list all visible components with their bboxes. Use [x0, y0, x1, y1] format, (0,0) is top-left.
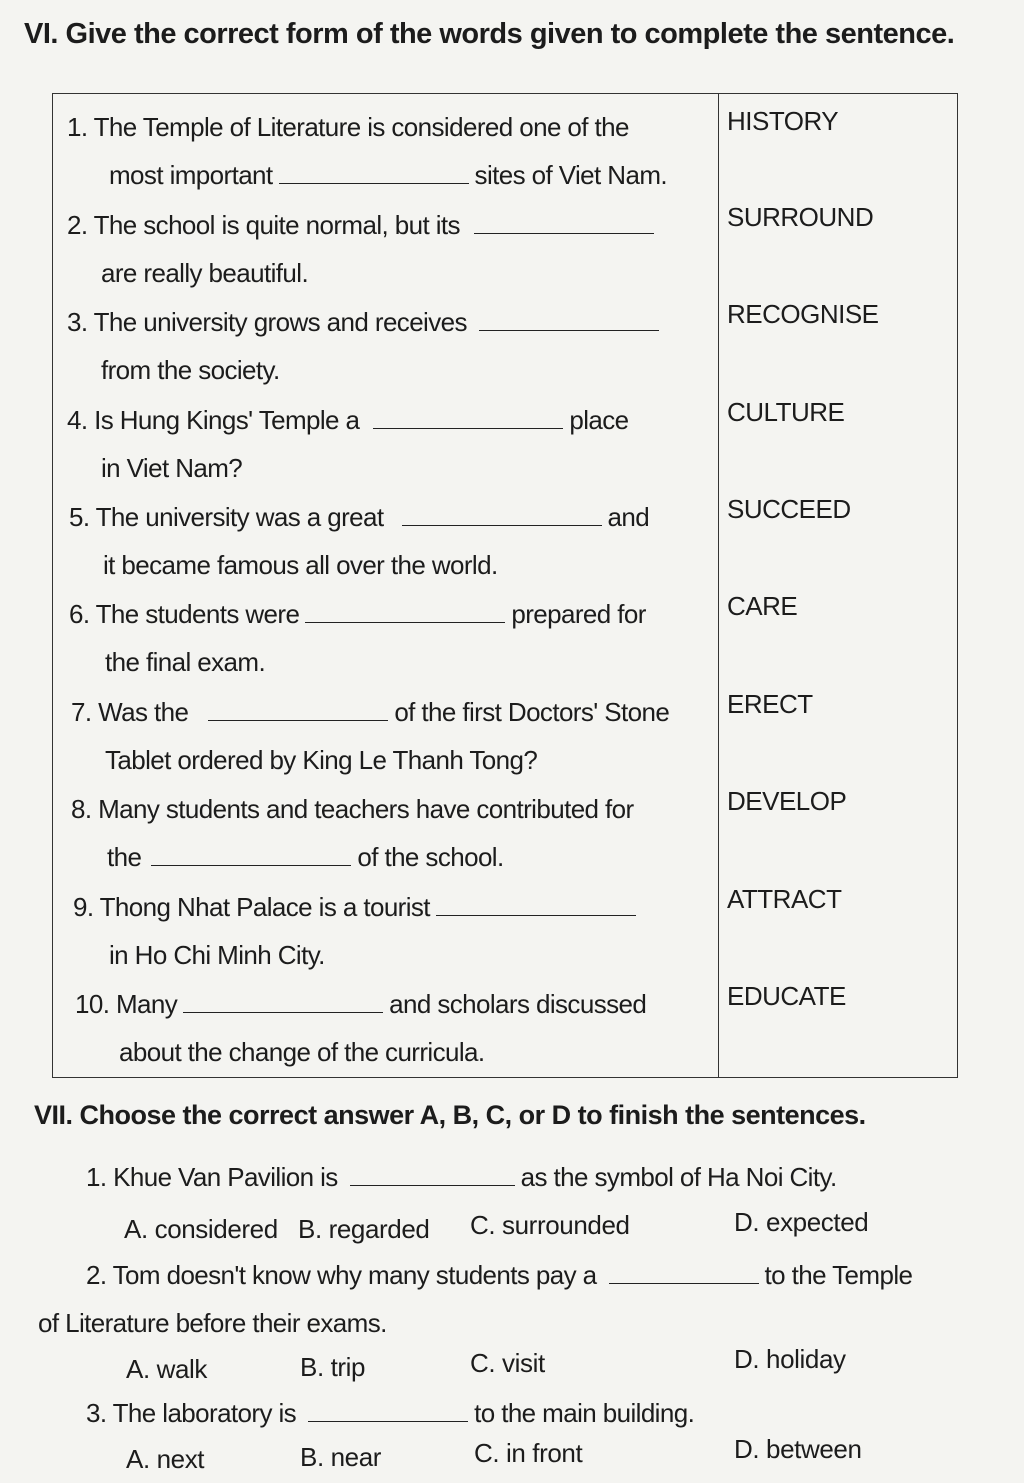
item-5-blank[interactable]: [402, 503, 602, 526]
mc-q2-option-c[interactable]: C. visit: [470, 1348, 545, 1378]
item-7-blank[interactable]: [208, 698, 388, 721]
item-10-blank[interactable]: [183, 990, 383, 1013]
item-8-line-2: the of the school.: [107, 842, 504, 872]
item-6-line-1: 6. The students were prepared for: [69, 599, 646, 629]
mc-q3-option-b[interactable]: B. near: [300, 1442, 382, 1472]
mc-q3-option-a[interactable]: A. next: [126, 1444, 205, 1474]
mc-question-3-blank[interactable]: [308, 1399, 468, 1422]
item-6-line-2: the final exam.: [105, 647, 266, 677]
mc-q1-option-b[interactable]: B. regarded: [298, 1214, 430, 1244]
item-8-blank[interactable]: [151, 843, 351, 866]
item-1-line-1: 1. The Temple of Literature is considered one of the: [67, 112, 629, 142]
item-7-word: ERECT: [727, 689, 813, 719]
item-4-line-1: 4. Is Hung Kings' Temple a place: [67, 405, 629, 435]
item-8-line-1: 8. Many students and teachers have contributed for: [71, 794, 634, 824]
table-column-divider: [718, 94, 719, 1077]
item-4-line-2: in Viet Nam?: [101, 453, 243, 483]
item-2-blank[interactable]: [474, 211, 654, 234]
mc-q3-option-d[interactable]: D. between: [734, 1434, 862, 1464]
item-3-line-1: 3. The university grows and receives: [67, 307, 665, 337]
item-10-word: EDUCATE: [727, 981, 846, 1011]
item-9-word: ATTRACT: [727, 884, 842, 914]
item-1-line-2: most important sites of Viet Nam.: [109, 160, 668, 190]
mc-q3-option-c[interactable]: C. in front: [474, 1438, 583, 1468]
word-form-table: [52, 93, 958, 1078]
item-3-line-2: from the society.: [101, 355, 280, 385]
mc-q2-option-a[interactable]: A. walk: [126, 1354, 208, 1384]
item-2-line-1: 2. The school is quite normal, but its: [67, 210, 660, 240]
item-9-blank[interactable]: [436, 893, 636, 916]
item-7-line-2: Tablet ordered by King Le Thanh Tong?: [105, 745, 538, 775]
item-1-word: HISTORY: [727, 106, 839, 136]
item-2-line-2: are really beautiful.: [101, 258, 309, 288]
mc-question-2-cont: of Literature before their exams.: [38, 1308, 387, 1338]
item-2-word: SURROUND: [727, 202, 874, 232]
item-5-line-1: 5. The university was a great and: [69, 502, 650, 532]
section-7-title: VII. Choose the correct answer A, B, C, or D to finish the sentences.: [34, 1100, 866, 1130]
item-6-blank[interactable]: [305, 600, 505, 623]
item-10-line-1: 10. Many and scholars discussed: [75, 989, 647, 1019]
mc-q2-option-d[interactable]: D. holiday: [734, 1344, 846, 1374]
item-5-word: SUCCEED: [727, 494, 851, 524]
item-5-line-2: it became famous all over the world.: [103, 550, 498, 580]
mc-question-1-blank[interactable]: [350, 1163, 515, 1186]
mc-q2-option-b[interactable]: B. trip: [300, 1352, 366, 1382]
item-6-word: CARE: [727, 591, 798, 621]
item-10-line-2: about the change of the curricula.: [119, 1037, 485, 1067]
mc-question-1: 1. Khue Van Pavilion is as the symbol of Ha Noi City.: [86, 1162, 837, 1192]
mc-q1-option-d[interactable]: D. expected: [734, 1207, 869, 1237]
item-1-blank[interactable]: [279, 161, 469, 184]
item-4-blank[interactable]: [373, 406, 563, 429]
mc-q1-option-a[interactable]: A. considered: [124, 1214, 278, 1244]
section-6-title: VI. Give the correct form of the words given to complete the sentence.: [24, 18, 955, 50]
item-9-line-2: in Ho Chi Minh City.: [109, 940, 325, 970]
mc-q1-option-c[interactable]: C. surrounded: [470, 1210, 630, 1240]
item-3-blank[interactable]: [479, 308, 659, 331]
item-8-word: DEVELOP: [727, 786, 847, 816]
item-4-word: CULTURE: [727, 397, 845, 427]
mc-question-2: 2. Tom doesn't know why many students pay a to the Temple: [86, 1260, 913, 1290]
item-7-line-1: 7. Was the of the first Doctors' Stone: [71, 697, 670, 727]
item-9-line-1: 9. Thong Nhat Palace is a tourist: [73, 892, 642, 922]
item-3-word: RECOGNISE: [727, 299, 879, 329]
mc-question-2-blank[interactable]: [609, 1261, 759, 1284]
mc-question-3: 3. The laboratory is to the main building.: [86, 1398, 695, 1428]
